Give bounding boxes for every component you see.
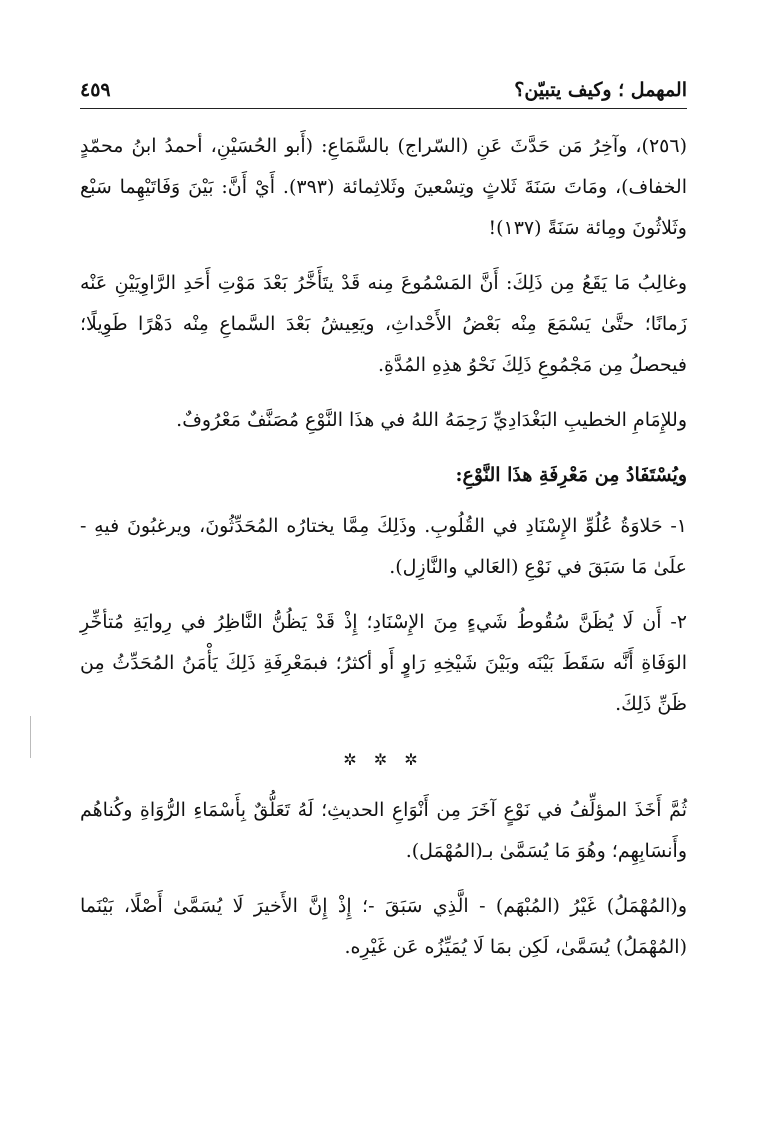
header-rule (80, 108, 687, 109)
paragraph-2: وغالِبُ مَا يَقَعُ مِن ذَلِكَ: أَنَّ المَسْمُوعَ مِنه قَدْ يتَأَخَّرُ بَعْدَ مَوْتِ أَحَدِ الرَّاوِيَيْنِ عَنْه زَمانًا؛ حتَّىٰ يَسْمَعَ مِنْه بَعْضُ الأَحْداثِ، ويَعِيشُ بَعْدَ السَّماعِ مِنْه دَهْرًا طَوِيلًا؛ فيحصلُ مِن مَجْمُوعِ ذَلِكَ نَحْوُ هذِهِ المُدَّةِ. (80, 272, 687, 376)
page-number: ٤٥٩ (80, 79, 111, 101)
paragraph-3: وللإِمَامِ الخطيبِ البَغْدَادِيِّ رَحِمَهُ اللهُ في هذَا النَّوْعِ مُصَنَّفٌ مَعْرُوفٌ. (176, 409, 687, 431)
body-text (80, 126, 687, 982)
paragraph-benefits-heading: ويُسْتَفَادُ مِن مَعْرِفَةِ هذَا النَّوْعِ: (455, 464, 687, 486)
paragraph-8: و(المُهْمَلُ) غَيْرُ (المُبْهَم) - الَّذِي سَبَقَ -؛ إِذْ إِنَّ الأَخيرَ لَا يُسَمَّىٰ أَصْلًا، بَيْنَما (المُهْمَلُ) يُسَمَّىٰ، لَكِن بمَا لَا يُمَيِّزُه عَن غَيْرِه. (80, 895, 687, 958)
paragraph-7: ثُمَّ أَخَذَ المؤلِّفُ في نَوْعٍ آخَرَ مِن أَنْوَاعِ الحديثِ؛ لَهُ تَعَلُّقٌ بِأَسْمَاءِ الرُّوَاةِ وكُناهُم وأَنسَابِهِم؛ وهُوَ مَا يُسَمَّىٰ بـ(المُهْمَل). (80, 799, 687, 862)
margin-mark (30, 716, 31, 758)
paragraph-benefit-2: ٢- أَن لَا يُظَنَّ سُقُوطُ شَيءٍ مِنَ الإِسْنَادِ؛ إِذْ قَدْ يَظُنُّ النَّاظِرُ في رِوايَةِ مُتأخِّرِ الوَفَاةِ أَنَّه سَقَطَ بَيْنَه وبَيْنَ شَيْخِهِ رَاوٍ أَو أكثرُ؛ فبمَعْرِفَةِ ذَلِكَ يَأْمَنُ المُحَدِّثُ مِن ظَنِّ ذَلِكَ. (80, 611, 687, 715)
paragraph-benefit-1: ١- حَلاوَةُ عُلُوِّ الإِسْنَادِ في القُلُوبِ. وذَلِكَ مِمَّا يختارُه المُحَدِّثُونَ، ويرغبُونَ فيهِ - علَىٰ مَا سَبَقَ في نَوْعِ (العَالي والنَّازِل). (80, 515, 687, 578)
running-header (80, 72, 687, 108)
running-title: المهمل ؛ وكيف يتبيّن؟ (514, 79, 687, 101)
section-divider-stars: ✲ ✲ ✲ (343, 750, 424, 769)
paragraph-1: (٢٥٦)، وآخِرُ مَن حَدَّثَ عَنِ (السّراج) بالسَّمَاعِ: (أَبو الحُسَيْنِ، أحمدُ ابنُ محمّدٍ الخفاف)، ومَاتَ سَنَةَ ثَلاثٍ وتِسْعينَ وثَلاثِمائة (٣٩٣). أَيْ أَنَّ: بَيْنَ وَفَاتَيْهِما سَبْع وثَلاثُونَ ومِائة سَنَةً (١٣٧)! (80, 135, 687, 239)
